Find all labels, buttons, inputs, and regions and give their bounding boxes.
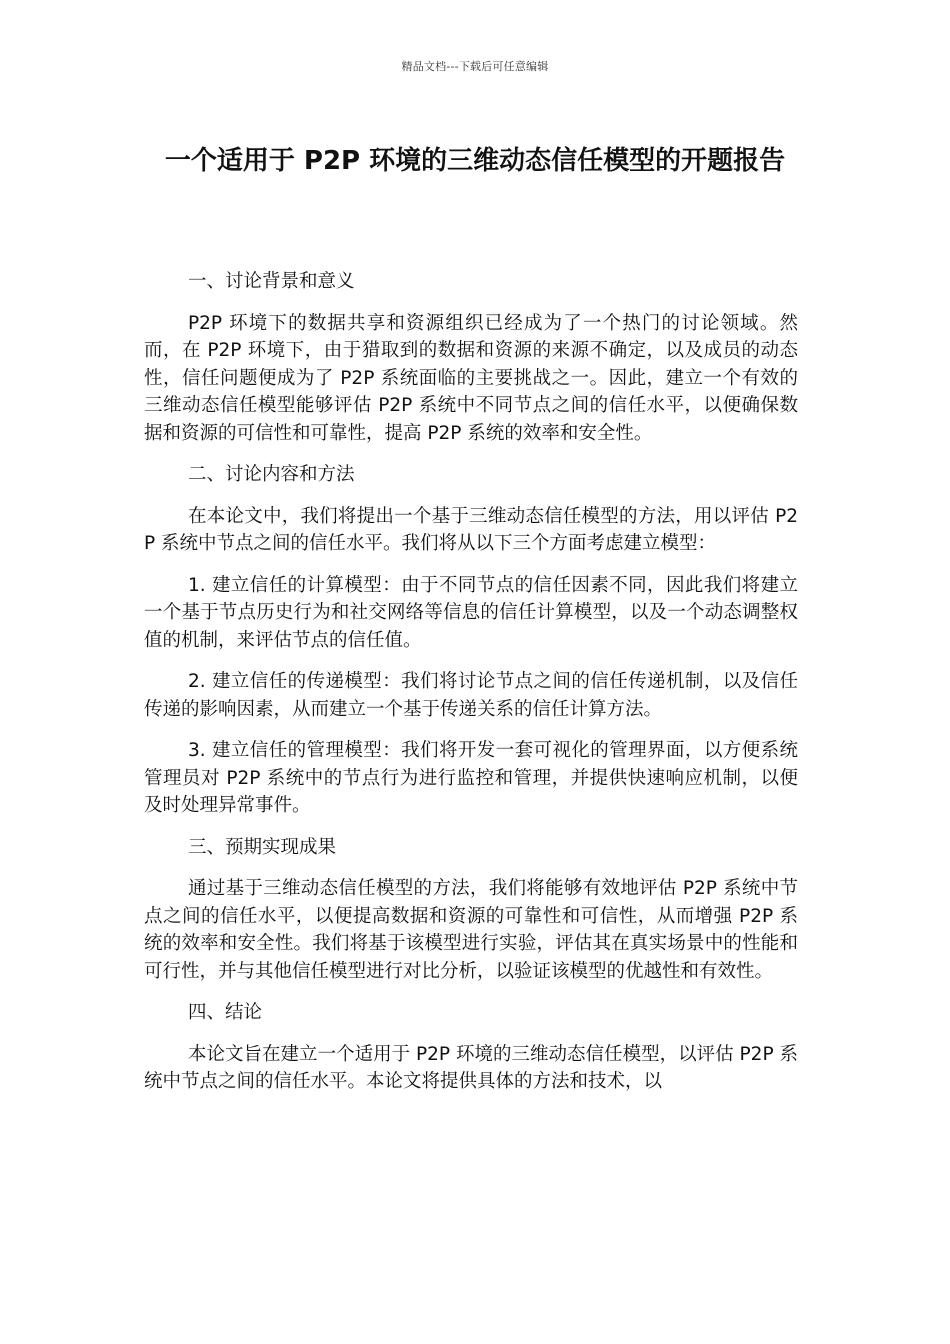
- section-conclusion: [144, 999, 798, 1096]
- body-paragraph: P2P 环境下的数据共享和资源组织已经成为了一个热门的讨论领域。然而，在 P2P 环境下，由于猎取到的数据和资源的来源不确定，以及成员的动态性，信任问题便成为了 P2P 系统面临的主要挑战之一。因此，建立一个有效的三维动态信任模型能够评估 P2P 系统中不同节点之间的信任水平，以便确保数据和资源的可信性和可靠性，提高 P2P 系统的效率和安全性。: [144, 312, 798, 444]
- body-paragraph: 本论文旨在建立一个适用于 P2P 环境的三维动态信任模型，以评估 P2P 系统中节点之间的信任水平。本论文将提供具体的方法和技术，以: [144, 1043, 798, 1092]
- section-heading: 四、结论: [188, 1002, 263, 1023]
- body-paragraph: 通过基于三维动态信任模型的方法，我们将能够有效地评估 P2P 系统中节点之间的信任水平，以便提高数据和资源的可靠性和可信性，从而增强 P2P 系统的效率和安全性。我们将基于该模型进行实验，评估其在真实场景中的性能和可行性，并与其他信任模型进行对比分析，以验证该模型的优越性和有效性。: [144, 878, 798, 982]
- list-item: 1. 建立信任的计算模型：由于不同节点的信任因素不同，因此我们将建立一个基于节点历史行为和社交网络等信息的信任计算模型，以及一个动态调整权值的机制，来评估节点的信任值。: [144, 574, 798, 651]
- section-heading: 一、讨论背景和意义: [188, 271, 355, 292]
- document-title: 一个适用于 P2P 环境的三维动态信任模型的开题报告: [164, 146, 786, 176]
- list-item: 2. 建立信任的传递模型：我们将讨论节点之间的信任传递机制，以及信任传递的影响因素，从而建立一个基于传递关系的信任计算方法。: [144, 671, 798, 720]
- document-body: [144, 268, 798, 1110]
- section-expected-results: [144, 834, 798, 986]
- section-heading: 二、讨论内容和方法: [188, 464, 355, 485]
- list-item: 3. 建立信任的管理模型：我们将开发一套可视化的管理界面，以方便系统管理员对 P2P 系统中的节点行为进行监控和管理，并提供快速响应机制，以便及时处理异常事件。: [144, 740, 798, 816]
- section-heading: 三、预期实现成果: [188, 836, 337, 858]
- body-paragraph: 在本论文中，我们将提出一个基于三维动态信任模型的方法，用以评估 P2P 系统中节点之间的信任水平。我们将从以下三个方面考虑建立模型：: [144, 505, 798, 554]
- section-content-method: [144, 461, 798, 820]
- page-header-note: 精品文档---下载后可任意编辑: [401, 60, 549, 73]
- section-background: [144, 268, 798, 447]
